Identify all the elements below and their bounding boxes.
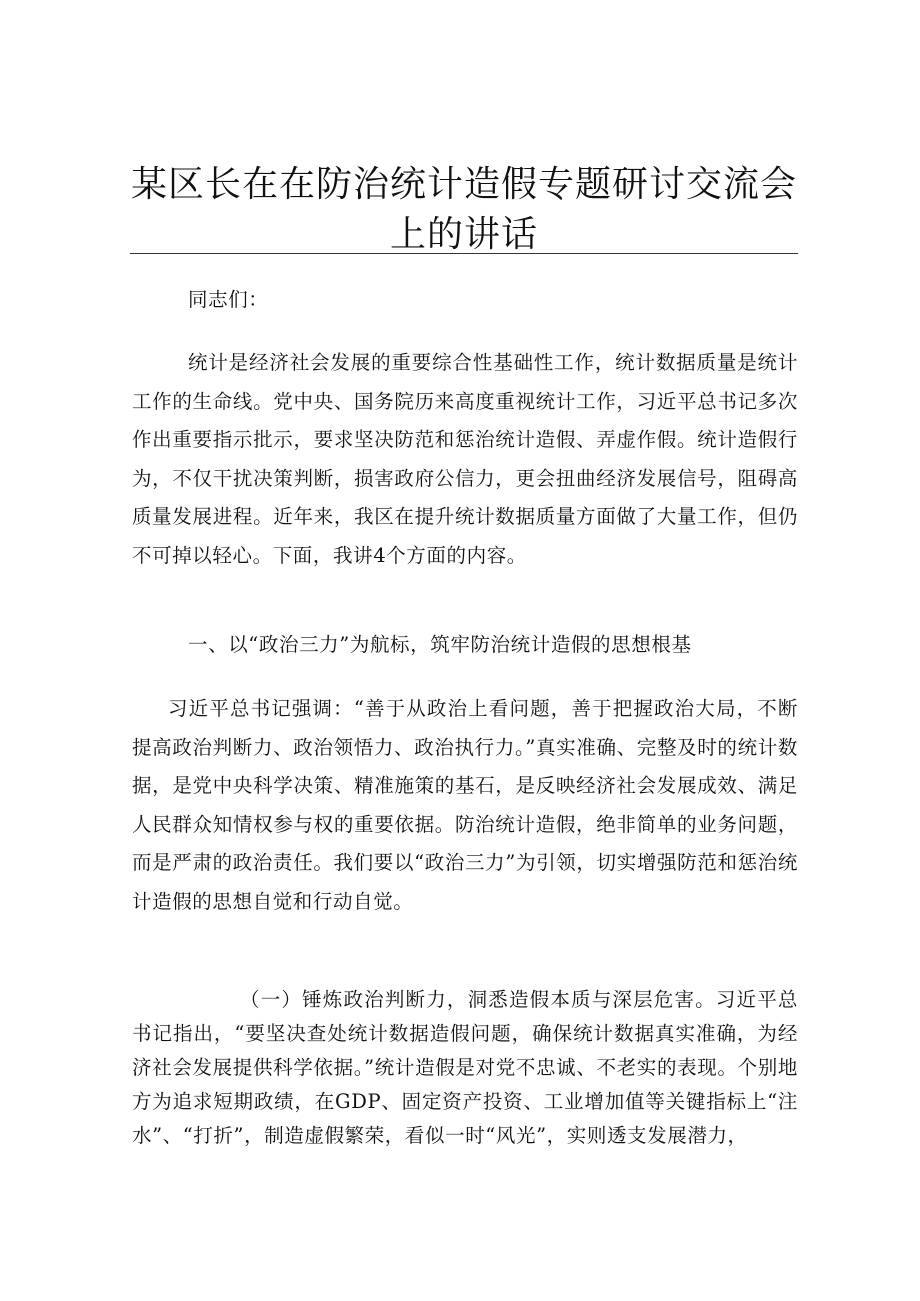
salutation: 同志们： [188, 288, 269, 311]
document-title: 某区长在在防治统计造假专题研讨交流会上的讲话 [130, 164, 797, 255]
section-heading-1: 一、以“政治三力”为航标，筑牢防治统计造假的思想根基 [188, 633, 692, 656]
paragraph-intro: 统计是经济社会发展的重要综合性基础性工作，统计数据质量是统计工作的生命线。党中央、国务院历来高度重视统计工作，习近平总书记多次作出重要指示批示，要求坚决防范和惩治统计造假、弄虚作假。统计造假行为，不仅干扰决策判断，损害政府公信力，更会扭曲经济发展信号，阻碍高质量发展进程。近年来，我区在提升统计数据质量方面做了大量工作，但仍不可掉以轻心。下面，我讲4个方面的内容。 [132, 351, 798, 567]
paragraph-section-1: 习近平总书记强调：“善于从政治上看问题，善于把握政治大局，不断提高政治判断力、政治领悟力、政治执行力。”真实准确、完整及时的统计数据，是党中央科学决策、精准施策的基石，是反映经济社会发展成效、满足人民群众知情权参与权的重要依据。防治统计造假，绝非简单的业务问题，而是严肃的政治责任。我们要以“政治三力”为引领，切实增强防范和惩治统计造假的思想自觉和行动自觉。 [132, 697, 798, 913]
paragraph-subsection-1: （一）锤炼政治判断力，洞悉造假本质与深层危害。习近平总书记指出，“要坚决查处统计数据造假问题，确保统计数据真实准确，为经济社会发展提供科学依据。”统计造假是对党不忠诚、不老实的表现。个别地方为追求短期政绩，在GDP、固定资产投资、工业增加值等关键指标上“注水”、“打折”，制造虚假繁荣，看似一时“风光”，实则透支发展潜力， [132, 988, 798, 1147]
title-underline [130, 253, 798, 254]
